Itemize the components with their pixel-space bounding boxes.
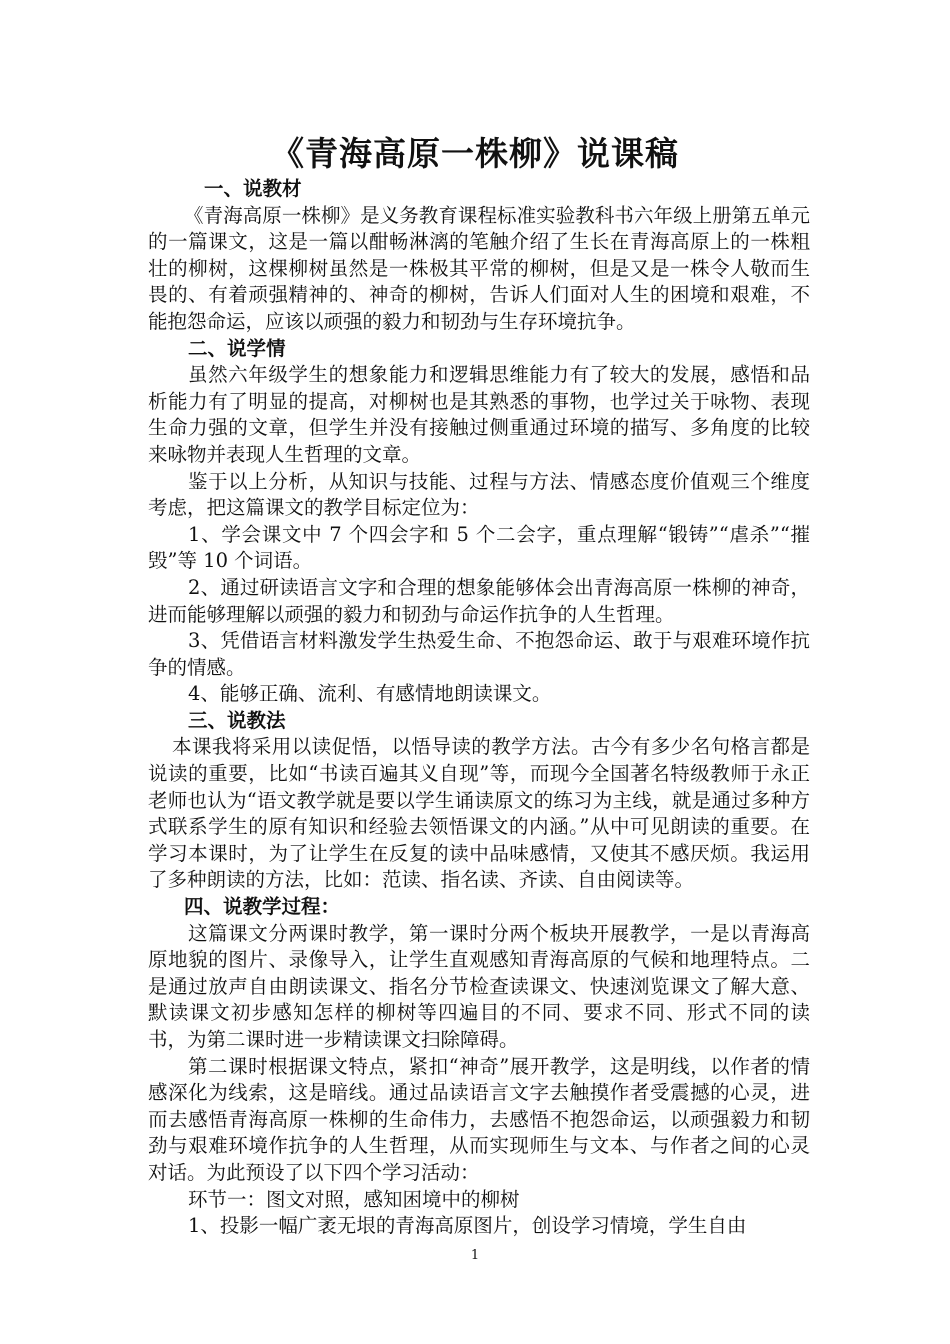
- section-heading-1: 一、说教材: [204, 177, 302, 200]
- paragraph: 虽然六年级学生的想象能力和逻辑思维能力有了较大的发展，感悟和品析能力有了明显的提高，对柳树也是其熟悉的事物，也学过关于咏物、表现生命力强的文章，但学生并没有接触过侧重通过环境的描写、多角度的比较来咏物并表现人生哲理的文章。: [148, 363, 810, 466]
- section-heading-4: 四、说教学过程：: [184, 895, 341, 919]
- paragraph: 1、投影一幅广袤无垠的青海高原图片，创设学习情境，学生自由: [188, 1214, 747, 1238]
- list-item: 4、能够正确、流利、有感情地朗读课文。: [188, 682, 552, 706]
- paragraph: 第二课时根据课文特点，紧扣“神奇”展开教学，这是明线，以作者的情感深化为线索，这是暗线。通过品读语言文字去触摸作者受震撼的心灵，进而去感悟青海高原一株柳的生命伟力，去感悟不抱怨命运，以顽强毅力和韧劲与艰难环境作抗争的人生哲理，从而实现师生与文本、与作者之间的心灵对话。为此预设了以下四个学习活动：: [148, 1054, 810, 1184]
- document-title: 《青海高原一株柳》说课稿: [271, 134, 679, 173]
- paragraph: 《青海高原一株柳》是义务教育课程标准实验教科书六年级上册第五单元的一篇课文，这是一篇以酣畅淋漓的笔触介绍了生长在青海高原上的一株粗壮的柳树，这棵柳树虽然是一株极其平常的柳树，但是又是一株令人敬而生畏的、有着顽强精神的、神奇的柳树，告诉人们面对人生的困境和艰难，不能抱怨命运，应该以顽强的毅力和韧劲与生存环境抗争。: [148, 203, 810, 333]
- paragraph: 这篇课文分两课时教学，第一课时分两个板块开展教学，一是以青海高原地貌的图片、录像导入，让学生直观感知青海高原的气候和地理特点。二是通过放声自由朗读课文、指名分节检查读课文、快速浏览课文了解大意、默读课文初步感知怎样的柳树等四遍目的不同、要求不同、形式不同的读书，为第二课时进一步精读课文扫除障碍。: [148, 921, 810, 1051]
- page-number: 1: [470, 1248, 480, 1263]
- section-heading-3: 三、说教法: [188, 708, 286, 732]
- paragraph: 鉴于以上分析，从知识与技能、过程与方法、情感态度价值观三个维度考虑，把这篇课文的教学目标定位为：: [148, 469, 810, 520]
- paragraph: 环节一：图文对照，感知困境中的柳树: [188, 1187, 520, 1211]
- list-item: 3、凭借语言材料激发学生热爱生命、不抱怨命运、敢于与艰难环境作抗争的情感。: [148, 629, 810, 679]
- list-item: 1、学会课文中 7 个四会字和 5 个二会字，重点理解“锻铸”“虐杀”“摧毁”等 10 个词语。: [148, 522, 810, 573]
- section-heading-2: 二、说学情: [188, 336, 286, 360]
- list-item: 2、通过研读语言文字和合理的想象能够体会出青海高原一株柳的神奇，进而能够理解以顽强的毅力和韧劲与命运作抗争的人生哲理。: [148, 575, 810, 626]
- paragraph: 本课我将采用以读促悟，以悟导读的教学方法。古今有多少名句格言都是说读的重要，比如“书读百遍其义自现”等，而现今全国著名特级教师于永正老师也认为“语文教学就是要以学生诵读原文的练习为主线，就是通过多种方式联系学生的原有知识和经验去领悟课文的内涵。”从中可见朗读的重要。在学习本课时，为了让学生在反复的读中品味感情，又使其不感厌烦。我运用了多种朗读的方法，比如：范读、指名读、齐读、自由阅读等。: [148, 735, 810, 892]
- document-body: [148, 176, 810, 1240]
